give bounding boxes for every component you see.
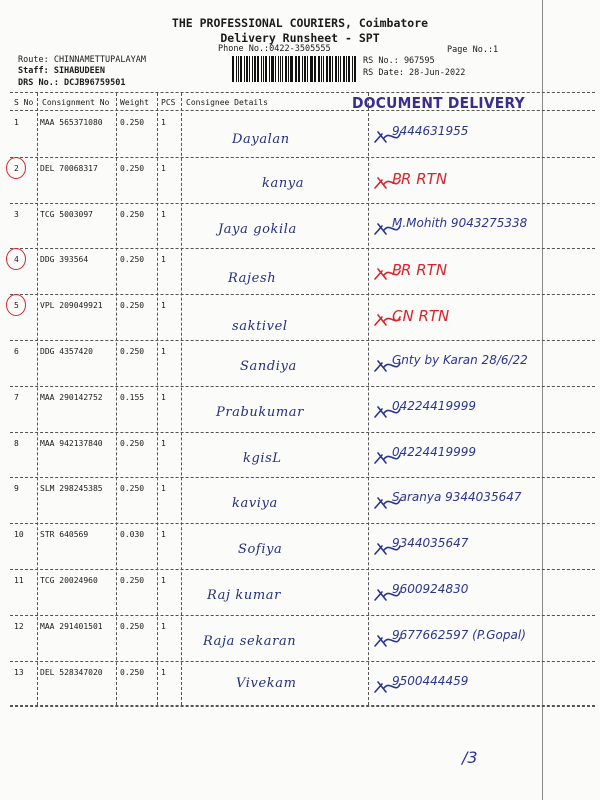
- barcode-bar: [236, 56, 237, 82]
- phone-number: Phone No.:0422-3505555: [218, 44, 331, 54]
- consignee-handwritten-name: saktivel: [232, 319, 288, 335]
- barcode-bar: [352, 56, 353, 82]
- row-consignment: DDG 393564: [40, 255, 89, 265]
- row-consignment: STR 640569: [40, 530, 89, 540]
- page-edge-line: [542, 0, 543, 800]
- row-pcs: 1: [161, 392, 166, 402]
- barcode: [232, 56, 357, 82]
- barcode-bar: [302, 56, 303, 82]
- col-sep: [157, 93, 158, 705]
- barcode-bar: [340, 56, 341, 82]
- row-rule: [10, 157, 595, 158]
- delivery-remark: 04224419999: [392, 398, 476, 413]
- barcode-bar: [244, 56, 245, 82]
- barcode-bar: [275, 56, 276, 82]
- consignee-handwritten-name: Jaya gokila: [218, 221, 297, 237]
- barcode-bar: [304, 56, 306, 82]
- delivery-remark: 9677662597 (P.Gopal): [392, 627, 526, 642]
- row-sno: 6: [14, 347, 19, 356]
- barcode-bar: [240, 56, 243, 82]
- delivery-remark: PR RTN: [392, 169, 448, 188]
- row-pcs: 1: [161, 255, 166, 265]
- delivery-remark: 9444631955: [392, 124, 469, 138]
- row-pcs: 1: [161, 576, 166, 585]
- row-weight: 0.250: [120, 118, 145, 127]
- signature-scribble-icon: [372, 126, 402, 148]
- barcode-bar: [265, 56, 267, 82]
- barcode-bar: [326, 56, 328, 82]
- signature-scribble-icon: [372, 263, 402, 285]
- row-weight: 0.250: [120, 163, 145, 173]
- row-sno: 8: [14, 438, 19, 448]
- barcode-bar: [280, 56, 281, 82]
- row-sno: 10: [14, 530, 24, 540]
- barcode-bar: [346, 56, 347, 82]
- barcode-bar: [238, 56, 239, 82]
- consignee-handwritten-name: kanya: [262, 175, 305, 191]
- row-pcs: 1: [161, 118, 166, 127]
- signature-scribble-icon: [372, 447, 402, 469]
- barcode-bar: [343, 56, 345, 82]
- row-sno: 13: [14, 667, 24, 677]
- consignee-handwritten-name: Raja sekaran: [203, 633, 297, 649]
- consignee-handwritten-name: Sandiya: [240, 359, 297, 374]
- row-weight: 0.155: [120, 392, 145, 402]
- row-pcs: 1: [161, 163, 166, 173]
- row-rule: [10, 523, 595, 524]
- row-sno: 11: [14, 576, 24, 585]
- header-rule: [10, 110, 595, 111]
- barcode-bar: [298, 56, 300, 82]
- runsheet-title: Delivery Runsheet - SPT: [220, 31, 380, 45]
- drs-number: DRS No.: DCJB96759501: [18, 78, 126, 88]
- row-consignment: MAA 290142752: [40, 392, 103, 402]
- signature-scribble-icon: [372, 172, 402, 194]
- barcode-bar: [323, 56, 324, 82]
- row-weight: 0.030: [120, 530, 145, 540]
- route-label: Route: CHINNAMETTUPALAYAM: [18, 55, 146, 65]
- barcode-bar: [249, 56, 250, 82]
- row-pcs: 1: [161, 347, 166, 356]
- staff-label: Staff: SIHABUDEEN: [18, 66, 105, 76]
- delivery-remark: Gnty by Karan 28/6/22: [392, 353, 528, 367]
- delivery-remark: 9500444459: [392, 673, 469, 688]
- consignee-handwritten-name: Vivekam: [236, 675, 297, 691]
- row-consignment: DEL 70068317: [40, 163, 98, 173]
- barcode-bar: [321, 56, 322, 82]
- row-pcs: 1: [161, 438, 166, 448]
- barcode-bar: [271, 56, 274, 82]
- row-consignment: MAA 565371080: [40, 118, 103, 127]
- delivery-remark: M.Mohith 9043275338: [392, 215, 528, 230]
- row-rule: [10, 432, 595, 433]
- row-weight: 0.250: [120, 347, 145, 356]
- barcode-bar: [315, 56, 316, 82]
- row-consignment: TCG 20024960: [40, 576, 98, 585]
- consignee-handwritten-name: kgisL: [243, 450, 282, 466]
- row-sno: 3: [14, 209, 19, 219]
- col-sep: [37, 93, 38, 705]
- signature-scribble-icon: [372, 309, 402, 331]
- consignee-handwritten-name: Sofiya: [238, 542, 283, 558]
- table-bottom-rule: [10, 705, 595, 706]
- barcode-bar: [290, 56, 293, 82]
- signature-scribble-icon: [372, 401, 402, 423]
- barcode-bar: [295, 56, 296, 82]
- barcode-bar: [348, 56, 351, 82]
- row-rule: [10, 294, 595, 295]
- red-circle-mark: [6, 157, 26, 179]
- row-rule: [10, 248, 595, 249]
- row-rule: [10, 386, 595, 387]
- consignee-handwritten-name: kaviya: [232, 496, 278, 512]
- row-weight: 0.250: [120, 255, 145, 265]
- barcode-bar: [318, 56, 320, 82]
- row-pcs: 1: [161, 484, 166, 494]
- barcode-bar: [254, 56, 256, 82]
- row-consignment: DEL 528347020: [40, 667, 103, 677]
- row-weight: 0.250: [120, 484, 145, 494]
- row-sno: 5: [14, 301, 19, 311]
- barcode-bar: [296, 56, 297, 82]
- row-rule: [10, 706, 595, 707]
- barcode-bar: [257, 56, 260, 82]
- row-weight: 0.250: [120, 301, 145, 311]
- page-number: Page No.:1: [447, 45, 499, 55]
- row-weight: 0.250: [120, 438, 145, 448]
- signature-scribble-icon: [372, 630, 402, 652]
- barcode-bar: [329, 56, 332, 82]
- row-sno: 2: [14, 163, 19, 173]
- barcode-bar: [310, 56, 313, 82]
- row-sno: 7: [14, 392, 19, 402]
- barcode-bar: [261, 56, 262, 82]
- barcode-bar: [269, 56, 270, 82]
- row-rule: [10, 661, 595, 662]
- rs-date: RS Date: 28-Jun-2022: [363, 68, 466, 78]
- col-consignee: Consignee Details: [186, 98, 268, 107]
- col-weight: Weight: [120, 98, 149, 107]
- table-top-rule: [10, 92, 595, 93]
- signature-scribble-icon: [372, 355, 402, 377]
- row-sno: 12: [14, 621, 24, 631]
- row-consignment: VPL 209049921: [40, 301, 103, 311]
- row-consignment: TCG 5003097: [40, 209, 93, 219]
- row-consignment: MAA 291401501: [40, 621, 103, 631]
- row-pcs: 1: [161, 530, 166, 540]
- row-rule: [10, 569, 595, 570]
- company-title: THE PROFESSIONAL COURIERS, Coimbatore: [171, 16, 429, 30]
- col-sep: [181, 93, 182, 705]
- delivery-remark: 9600924830: [392, 582, 469, 596]
- col-consignment: Consignment No: [42, 98, 110, 107]
- signature-scribble-icon: [372, 676, 402, 698]
- delivery-remark: 9344035647: [392, 536, 469, 551]
- delivery-remark: Saranya 9344035647: [392, 490, 522, 505]
- row-pcs: 1: [161, 209, 166, 219]
- row-sno: 9: [14, 484, 19, 494]
- barcode-bar: [232, 56, 234, 82]
- barcode-bar: [307, 56, 308, 82]
- row-rule: [10, 340, 595, 341]
- barcode-bar: [288, 56, 289, 82]
- row-consignment: MAA 942137840: [40, 438, 103, 448]
- consignee-handwritten-name: Dayalan: [232, 132, 290, 147]
- consignee-handwritten-name: Raj kumar: [207, 588, 281, 603]
- row-pcs: 1: [161, 621, 166, 631]
- col-pcs: PCS: [161, 98, 176, 107]
- barcode-bar: [278, 56, 280, 82]
- row-pcs: 1: [161, 667, 166, 677]
- row-weight: 0.250: [120, 667, 145, 677]
- red-circle-mark: [6, 248, 26, 270]
- barcode-bar: [332, 56, 333, 82]
- row-sno: 4: [14, 255, 19, 265]
- signature-scribble-icon: [372, 218, 402, 240]
- row-weight: 0.250: [120, 576, 145, 585]
- consignee-handwritten-name: Prabukumar: [216, 404, 304, 420]
- row-rule: [10, 203, 595, 204]
- signature-scribble-icon: [372, 538, 402, 560]
- barcode-bar: [338, 56, 339, 82]
- barcode-bar: [246, 56, 248, 82]
- row-weight: 0.250: [120, 621, 145, 631]
- row-rule: [10, 615, 595, 616]
- row-weight: 0.250: [120, 209, 145, 219]
- document-delivery-stamp: DOCUMENT DELIVERY: [352, 94, 525, 112]
- red-circle-mark: [6, 294, 26, 316]
- barcode-bar: [314, 56, 315, 82]
- footer-mark: /3: [462, 748, 478, 767]
- rs-number: RS No.: 967595: [363, 56, 435, 66]
- signature-scribble-icon: [372, 584, 402, 606]
- col-sno: S No: [14, 98, 34, 107]
- barcode-bar: [263, 56, 264, 82]
- row-pcs: 1: [161, 301, 166, 311]
- delivery-remark: PR RTN: [392, 261, 448, 280]
- col-sep: [116, 93, 117, 705]
- barcode-bar: [354, 56, 356, 82]
- barcode-bar: [252, 56, 253, 82]
- consignee-handwritten-name: Rajesh: [228, 271, 277, 287]
- delivery-remark: CN RTN: [392, 307, 450, 326]
- col-sep: [368, 93, 369, 705]
- delivery-remark: 04224419999: [392, 444, 476, 459]
- row-consignment: DDG 4357420: [40, 347, 93, 356]
- row-rule: [10, 477, 595, 478]
- row-consignment: SLM 298245385: [40, 484, 103, 494]
- barcode-bar: [335, 56, 337, 82]
- barcode-bar: [282, 56, 283, 82]
- barcode-bar: [285, 56, 287, 82]
- signature-scribble-icon: [372, 492, 402, 514]
- row-sno: 1: [14, 118, 19, 127]
